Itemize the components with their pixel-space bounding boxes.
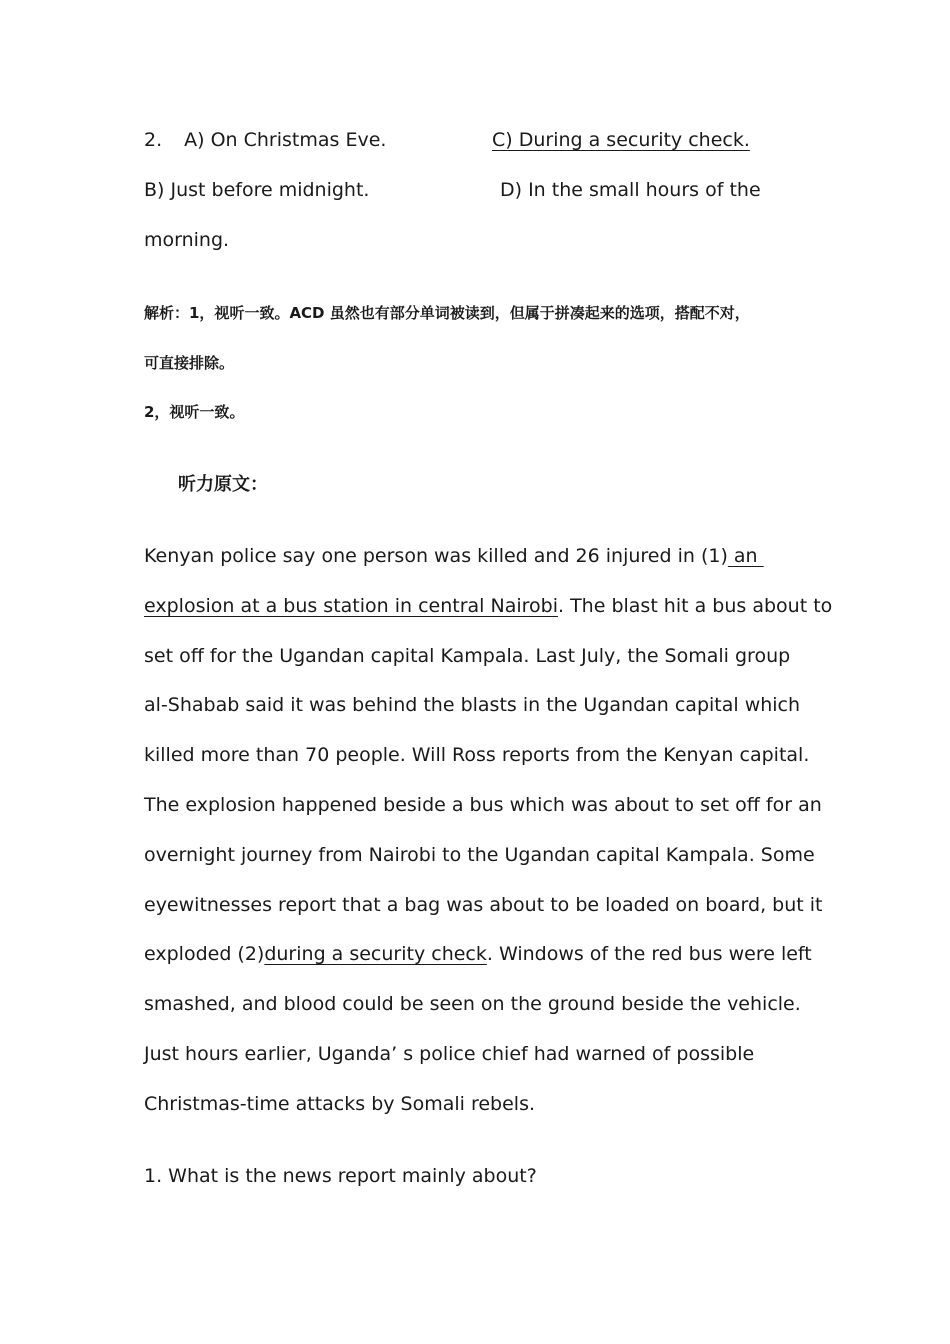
q2-number: 2. xyxy=(144,129,163,151)
transcript-line-7: overnight journey from Nairobi to the Ugandan capital Kampala. Some xyxy=(144,844,815,866)
question-1: 1. What is the news report mainly about? xyxy=(144,1165,537,1187)
q2-options-row1 xyxy=(144,127,386,153)
transcript-line-12: Christmas-time attacks by Somali rebels. xyxy=(144,1093,536,1115)
transcript-text: exploded (2) xyxy=(144,943,265,965)
answer-2: during a security check xyxy=(264,943,487,965)
analysis-line-3: 2，视听一致。 xyxy=(144,403,245,421)
answer-1-start: an xyxy=(727,545,764,567)
transcript-line-2 xyxy=(144,593,832,619)
transcript-line-1 xyxy=(144,543,764,569)
option-c: C) During a security check. xyxy=(492,129,750,151)
transcript-text: . Windows of the red bus were left xyxy=(486,943,812,965)
option-a: A) On Christmas Eve. xyxy=(184,129,387,151)
transcript-text: . The blast hit a bus about to xyxy=(557,595,833,617)
transcript-line-8: eyewitnesses report that a bag was about to be loaded on board, but it xyxy=(144,894,823,916)
transcript-line-9 xyxy=(144,941,812,967)
transcript-heading: 听力原文： xyxy=(178,474,268,495)
option-d-continued: morning. xyxy=(144,229,230,251)
transcript-text: Kenyan police say one person was killed and 26 injured in (1) xyxy=(144,545,728,567)
transcript-line-11: Just hours earlier, Uganda’ s police chief had warned of possible xyxy=(144,1043,755,1065)
transcript-line-5: killed more than 70 people. Will Ross reports from the Kenyan capital. xyxy=(144,744,810,766)
answer-1-rest: explosion at a bus station in central Nairobi xyxy=(144,595,558,617)
option-d: D) In the small hours of the xyxy=(500,179,761,201)
transcript-line-6: The explosion happened beside a bus which was about to set off for an xyxy=(144,794,822,816)
transcript-line-4: al-Shabab said it was behind the blasts in the Ugandan capital which xyxy=(144,694,801,716)
transcript-line-3: set off for the Ugandan capital Kampala. Last July, the Somali group xyxy=(144,645,791,667)
option-b: B) Just before midnight. xyxy=(144,179,370,201)
analysis-line-2: 可直接排除。 xyxy=(144,354,235,372)
transcript-line-10: smashed, and blood could be seen on the ground beside the vehicle. xyxy=(144,993,801,1015)
analysis-line-1: 解析：1，视听一致。ACD 虽然也有部分单词被读到，但属于拼凑起来的选项，搭配不对， xyxy=(144,304,750,322)
